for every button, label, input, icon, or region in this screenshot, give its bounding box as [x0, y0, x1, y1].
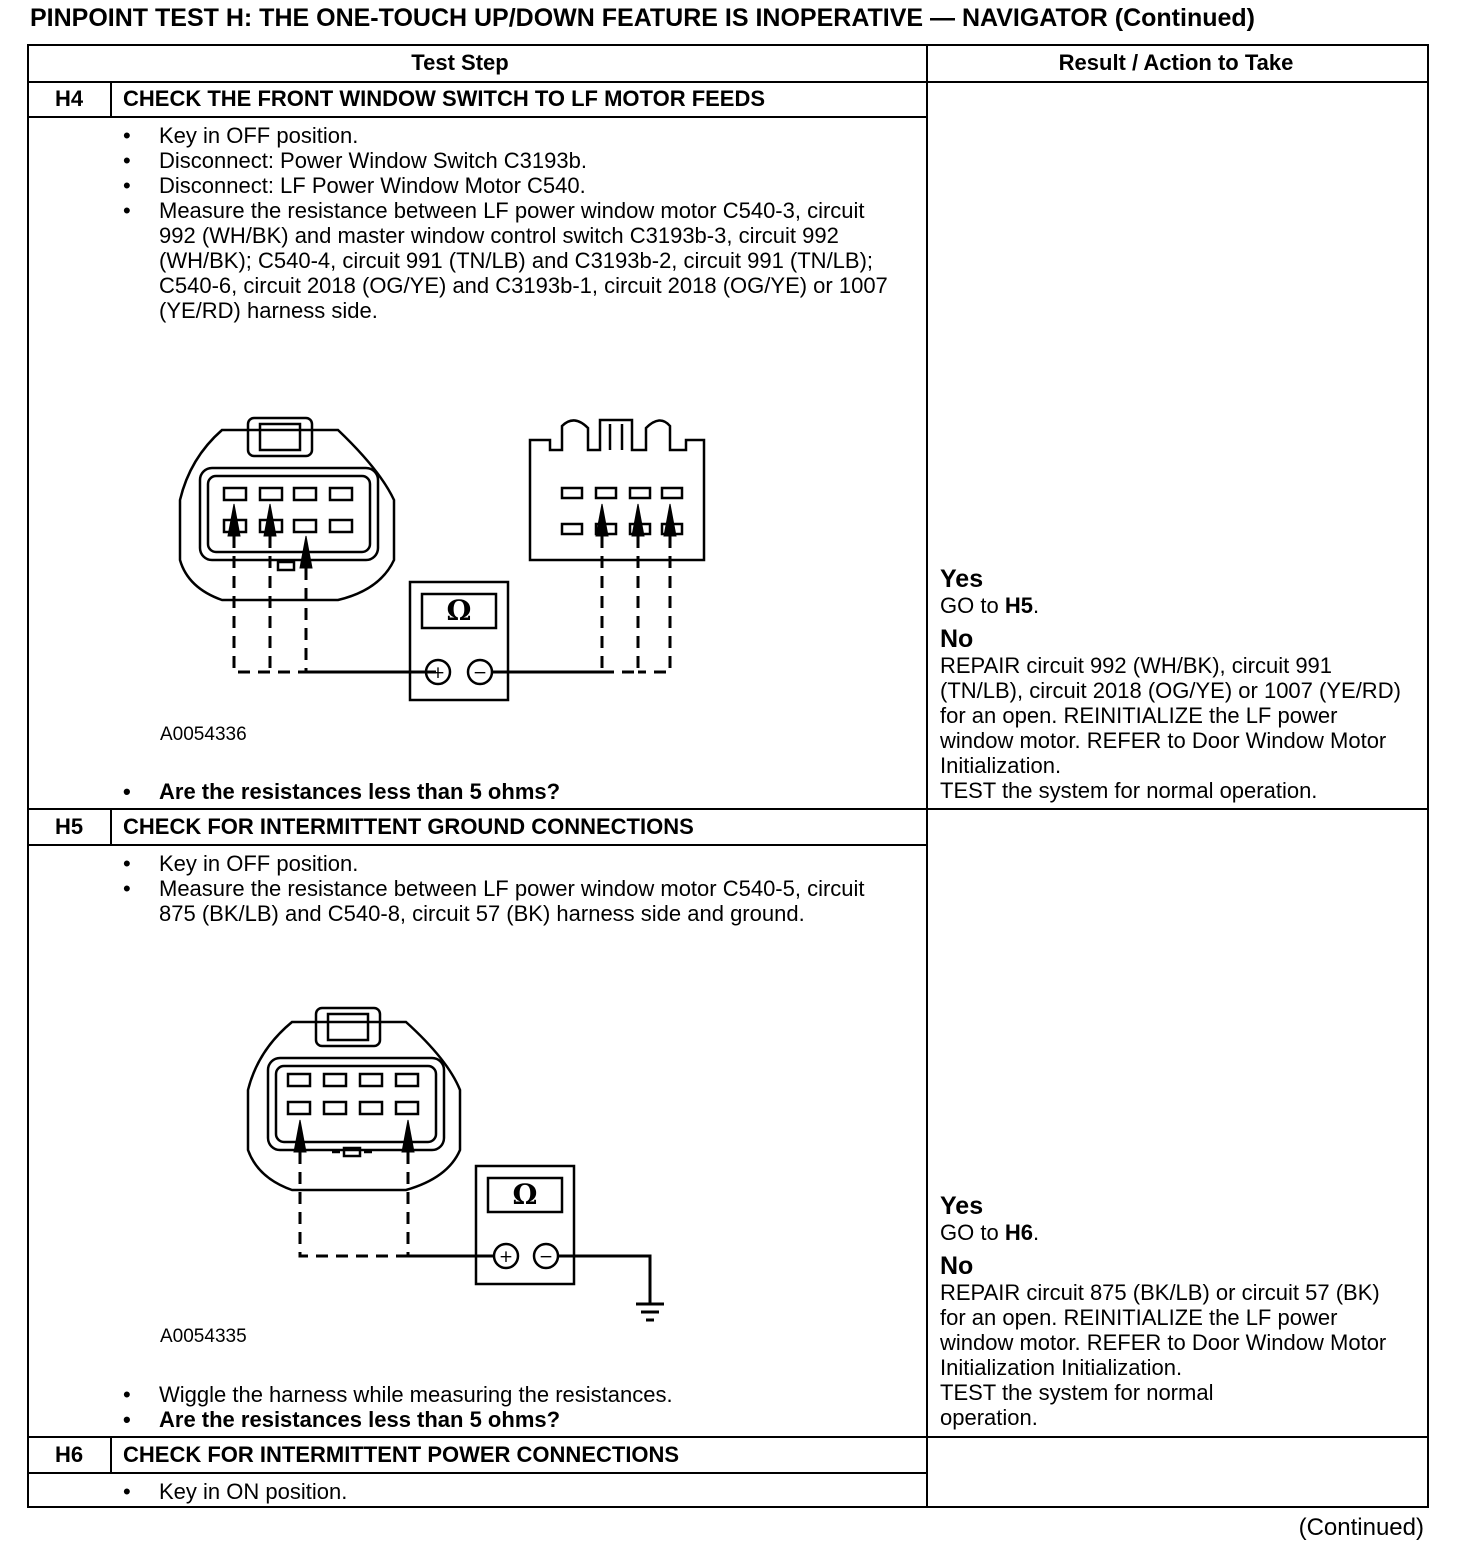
motor-connector-c540	[248, 1008, 460, 1190]
step-title-h6: CHECK FOR INTERMITTENT POWER CONNECTIONS	[123, 1442, 680, 1467]
h5-figure-id: A0054335	[160, 1326, 247, 1347]
h4-wiring-diagram	[170, 410, 730, 710]
ohm-icon: Ω	[512, 1178, 538, 1211]
minus-terminal-icon: −	[472, 663, 488, 683]
yes-label: Yes	[940, 1192, 984, 1220]
h6-id-divider	[110, 1436, 112, 1473]
continued-label: (Continued)	[1298, 1514, 1424, 1541]
plus-terminal-icon: +	[430, 663, 446, 683]
header-test-step: Test Step	[411, 50, 509, 75]
probe-arrow-icon	[596, 504, 676, 536]
header-row-divider	[27, 81, 1429, 83]
h5-followup-list	[123, 1382, 893, 1432]
h4-title-divider	[27, 116, 927, 118]
goto-step-link: H6	[1004, 1220, 1033, 1245]
h6-instructions	[123, 1479, 893, 1504]
step-title-h4: CHECK THE FRONT WINDOW SWITCH TO LF MOTOR FEEDS	[123, 86, 766, 111]
step-id-h6: H6	[54, 1442, 84, 1467]
list-item: • Wiggle the harness while measuring the resistances.	[123, 1382, 893, 1407]
h4-question-list	[123, 779, 893, 804]
h5-result	[940, 1193, 1410, 1430]
test-lead	[300, 1152, 408, 1256]
page-title: PINPOINT TEST H: THE ONE-TOUCH UP/DOWN FEATURE IS INOPERATIVE — NAVIGATOR (Continued)	[30, 4, 1255, 32]
motor-connector-c540	[180, 418, 394, 600]
h5-id-divider	[110, 808, 112, 845]
list-item: • Measure the resistance between LF power window motor C540-3, circuit 992 (WH/BK) and master window control switch C3193b-3, circuit 992 (WH/BK); C540-4, circuit 991 (TN/LB) and C3193b-2, circuit 991 (TN/LB); C540-6, circuit 2018 (OG/YE) and C3193b-1, circuit 2018 (OG/YE) or 1007 (YE/RD) harness side.	[123, 198, 893, 323]
plus-terminal-icon: +	[498, 1247, 514, 1267]
step-id-h5: H5	[54, 814, 84, 839]
no-action-test: TEST the system for normal operation.	[940, 778, 1318, 803]
no-action: REPAIR circuit 875 (BK/LB) or circuit 57 (BK) for an open. REINITIALIZE the LF power window motor. REFER to Door Window Motor Initialization Initialization.	[940, 1280, 1387, 1380]
test-lead	[234, 536, 306, 672]
header-result-action: Result / Action to Take	[1058, 50, 1294, 75]
yes-label: Yes	[940, 565, 984, 593]
list-item: • Measure the resistance between LF power window motor C540-5, circuit 875 (BK/LB) and C540-8, circuit 57 (BK) harness side and ground.	[123, 876, 893, 926]
step-title-h5: CHECK FOR INTERMITTENT GROUND CONNECTIONS	[123, 814, 694, 839]
ohm-icon: Ω	[446, 594, 472, 627]
list-item: • Are the resistances less than 5 ohms?	[123, 779, 893, 804]
h4-id-divider	[110, 81, 112, 117]
list-item: • Disconnect: Power Window Switch C3193b.	[123, 148, 893, 173]
step-id-h4: H4	[54, 86, 84, 111]
no-label: No	[940, 1252, 974, 1280]
h4-h5-divider	[27, 808, 1429, 810]
h4-result	[940, 566, 1410, 803]
column-divider	[926, 44, 928, 1508]
list-item: • Key in ON position.	[123, 1479, 893, 1504]
no-action: REPAIR circuit 992 (WH/BK), circuit 991 (TN/LB), circuit 2018 (OG/YE) or 1007 (YE/RD) for an open. REINITIALIZE the LF power window motor. REFER to Door Window Motor Initialization.	[940, 653, 1401, 778]
test-lead	[602, 536, 670, 672]
h4-instructions	[123, 123, 893, 323]
switch-connector-c3193b	[530, 420, 704, 560]
yes-action: GO to H6.	[940, 1220, 1040, 1245]
test-lead	[558, 1256, 650, 1304]
h5-title-divider	[27, 844, 927, 846]
list-item: • Are the resistances less than 5 ohms?	[123, 1407, 893, 1432]
h4-figure-id: A0054336	[160, 724, 247, 745]
goto-step-link: H5	[1004, 593, 1033, 618]
minus-terminal-icon: −	[538, 1247, 554, 1267]
h5-wiring-diagram	[240, 1000, 680, 1330]
h5-h6-divider	[27, 1436, 1429, 1438]
ground-icon	[636, 1304, 664, 1320]
h5-instructions	[123, 851, 893, 926]
no-label: No	[940, 625, 974, 653]
list-item: • Disconnect: LF Power Window Motor C540.	[123, 173, 893, 198]
list-item: • Key in OFF position.	[123, 851, 893, 876]
list-item: • Key in OFF position.	[123, 123, 893, 148]
yes-action: GO to H5.	[940, 593, 1040, 618]
no-action-test: TEST the system for normal operation.	[940, 1380, 1214, 1430]
h6-title-divider	[27, 1472, 927, 1474]
